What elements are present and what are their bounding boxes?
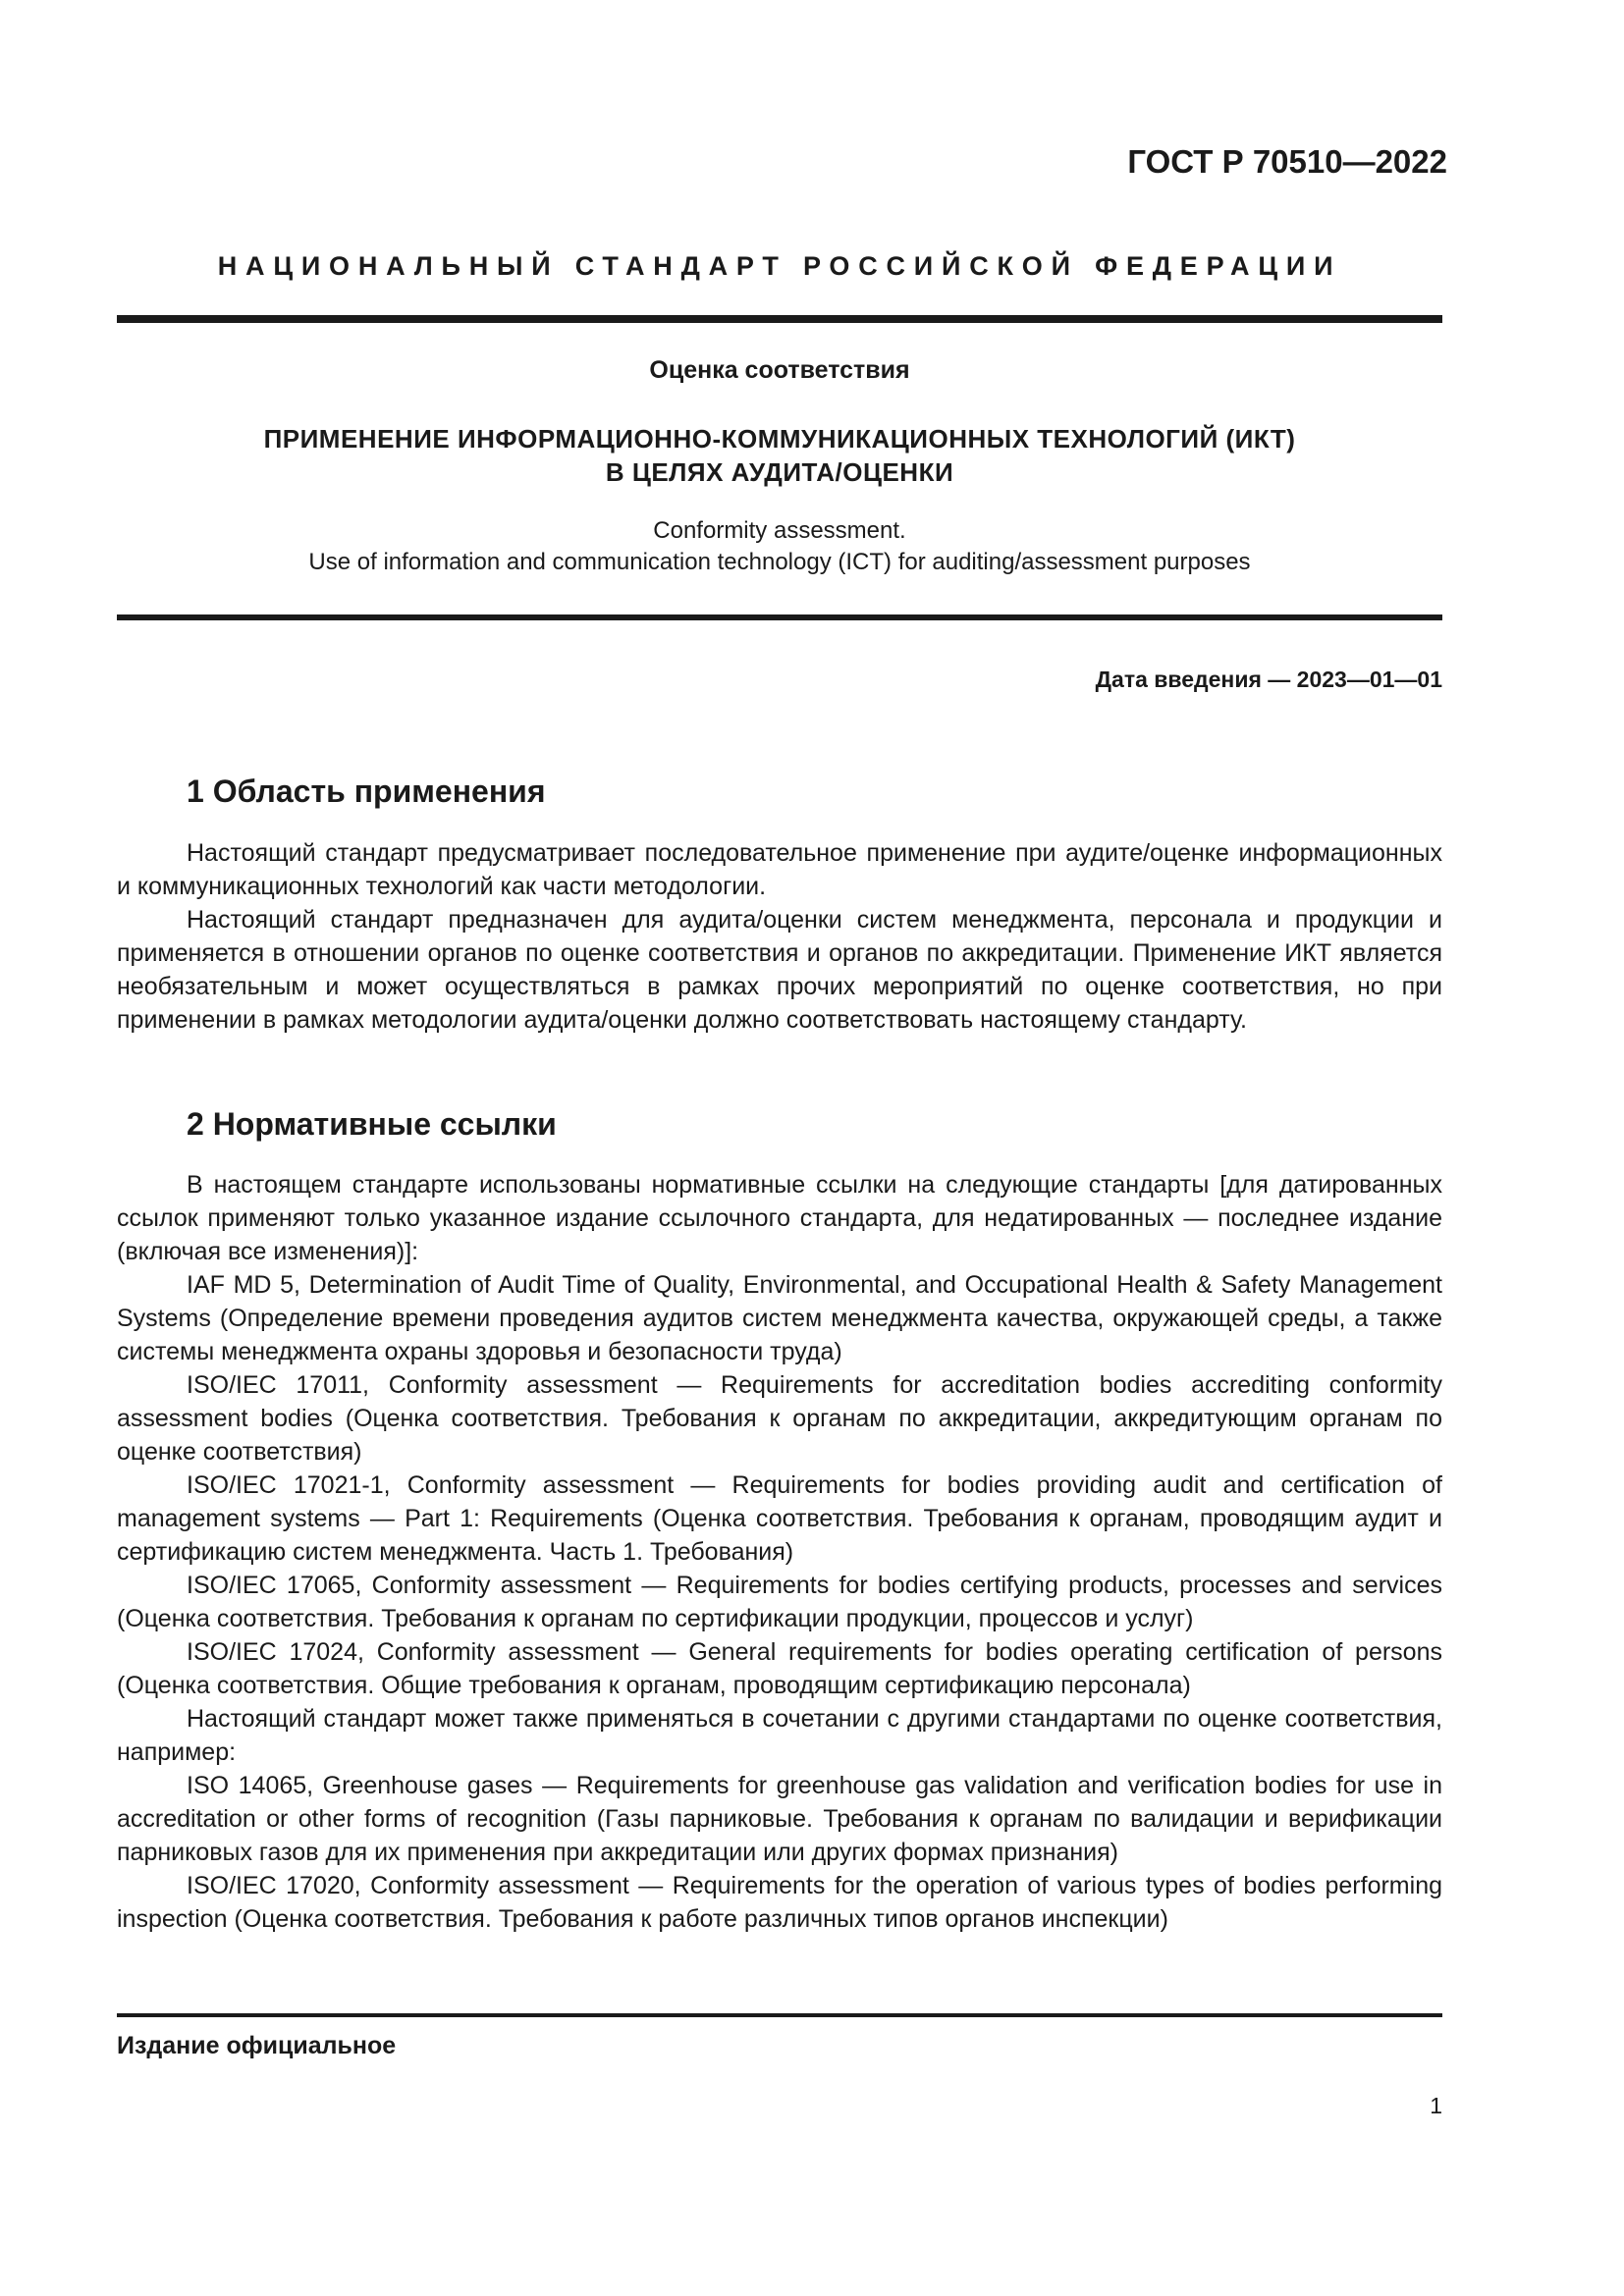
reference-item: ISO/IEC 17011, Conformity assessment — Requirements for accreditation bodies accrediting conformity assessment bodies (Оценка соответствия. Требования к органам по аккредитации, аккредитующим органам по оценке соответствия) (117, 1371, 1442, 1466)
paragraph: Настоящий стандарт предусматривает последовательное применение при аудите/оценке информационных и коммуникационных технологий как части методологии. (117, 839, 1442, 900)
title-en-line-2: Use of information and communication technology (ICT) for auditing/assessment purposes (308, 549, 1251, 575)
official-edition-label: Издание официальное (117, 2032, 397, 2059)
reference-item: ISO/IEC 17020, Conformity assessment — Requirements for the operation of various types of bodies performing inspection (Оценка соответствия. Требования к работе различных типов органов инспекции) (117, 1872, 1442, 1933)
document-number: ГОСТ Р 70510—2022 (1127, 143, 1447, 180)
document-title-ru (117, 422, 1442, 489)
introduction-date: Дата введения — 2023—01—01 (1095, 667, 1442, 692)
page-number: 1 (1430, 2093, 1442, 2118)
reference-item: ISO/IEC 17021-1, Conformity assessment — Requirements for bodies providing audit and certification of management systems — Part 1: Requirements (Оценка соответствия. Требования к органам, проводящим аудит и сертификацию систем менеджмента. Часть 1. Требования) (117, 1471, 1442, 1566)
footer-divider (117, 2013, 1442, 2017)
reference-item: ISO/IEC 17065, Conformity assessment — Requirements for bodies certifying products, processes and services (Оценка соответствия. Требования к органам по сертификации продукции, процессов и услуг) (117, 1572, 1442, 1632)
paragraph: В настоящем стандарте использованы нормативные ссылки на следующие стандарты [для датированных ссылок применяют только указанное издание ссылочного стандарта, для недатированных — последнее издание (включая все изменения)]: (117, 1171, 1442, 1265)
section-1-heading: 1 Область применения (187, 774, 546, 809)
reference-item: IAF MD 5, Determination of Audit Time of Quality, Environmental, and Occupational Health & Safety Management Systems (Определение времени проведения аудитов систем менеджмента качества, окружающей среды, а также системы менеджмента охраны здоровья и безопасности труда) (117, 1271, 1442, 1365)
reference-item: ISO/IEC 17024, Conformity assessment — General requirements for bodies operating certification of persons (Оценка соответствия. Общие требования к органам, проводящим сертификацию персонала) (117, 1638, 1442, 1699)
section-1-body (117, 836, 1442, 1037)
document-subject: Оценка соответствия (649, 356, 910, 384)
paragraph: Настоящий стандарт может также применяться в сочетании с другими стандартами по оценке соответствия, например: (117, 1705, 1442, 1766)
paragraph: Настоящий стандарт предназначен для аудита/оценки систем менеджмента, персонала и продукции и применяется в отношении органов по оценке соответствия и органов по аккредитации. Применение ИКТ является необязательным и может осуществляться в рамках прочих мероприятий по оценке соответствия, но при применении в рамках методологии аудита/оценки должно соответствовать настоящему стандарту. (117, 906, 1442, 1034)
section-2-body (117, 1168, 1442, 1936)
top-divider (117, 315, 1442, 323)
document-title-en (117, 515, 1442, 578)
national-standard-banner: НАЦИОНАЛЬНЫЙ СТАНДАРТ РОССИЙСКОЙ ФЕДЕРАЦИИ (217, 251, 1342, 281)
section-2-heading: 2 Нормативные ссылки (187, 1106, 557, 1142)
title-ru-line-1: ПРИМЕНЕНИЕ ИНФОРМАЦИОННО-КОММУНИКАЦИОННЫХ ТЕХНОЛОГИЙ (ИКТ) (263, 424, 1296, 454)
reference-item: ISO 14065, Greenhouse gases — Requirements for greenhouse gas validation and verification bodies for use in accreditation or other forms of recognition (Газы парниковые. Требования к органам по валидации и верификации парниковых газов для их применения при аккредитации или других формах признания) (117, 1772, 1442, 1866)
title-divider (117, 614, 1442, 620)
title-ru-line-2: В ЦЕЛЯХ АУДИТА/ОЦЕНКИ (605, 457, 954, 487)
title-en-line-1: Conformity assessment. (653, 517, 906, 544)
